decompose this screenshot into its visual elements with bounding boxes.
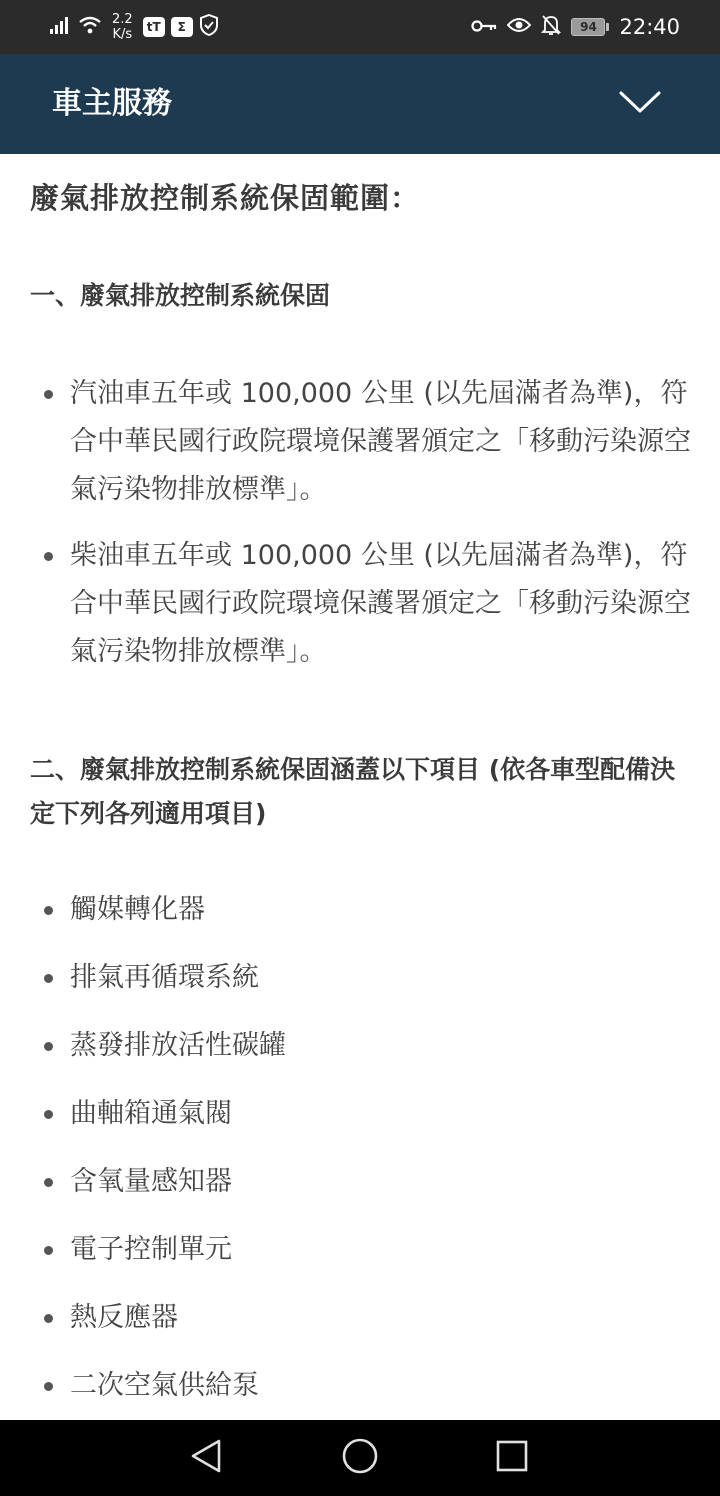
recents-button[interactable] (492, 1438, 532, 1478)
bell-off-icon (541, 14, 561, 40)
app-notification-icon: tT (143, 17, 165, 37)
wifi-icon (78, 16, 102, 38)
covered-items-list (44, 886, 694, 1420)
status-right (471, 0, 680, 54)
home-icon (341, 1437, 379, 1479)
system-nav-bar (0, 1420, 720, 1496)
list-item: 汽油車五年或 100,000 公里 (以先屆滿者為準)，符合中華民國行政院環境保護署頒定之「移動污染源空氣污染物排放標準」。 (44, 370, 694, 514)
list-item: 蒸發排放活性碳罐 (44, 1022, 694, 1090)
recents-icon (495, 1439, 529, 1477)
eye-icon (507, 17, 531, 37)
battery-level: 94 (571, 18, 605, 36)
signal-icon (50, 16, 72, 38)
section-heading-2: 二、廢氣排放控制系統保固涵蓋以下項目 (依各車型配備決定下列各列適用項目) (30, 755, 676, 828)
content-area[interactable] (0, 154, 720, 1420)
header-title: 車主服務 (52, 86, 172, 121)
sigma-app-icon: Σ (171, 17, 193, 37)
key-icon (471, 18, 497, 37)
list-item: 排氣再循環系統 (44, 954, 694, 1022)
list-item: 含氧量感知器 (44, 1158, 694, 1226)
list-item: 觸媒轉化器 (44, 886, 694, 954)
warranty-period-list (44, 370, 694, 694)
app-header (0, 54, 720, 154)
list-item: 熱反應器 (44, 1294, 694, 1362)
network-speed (112, 12, 133, 42)
back-icon (189, 1438, 223, 1478)
back-button[interactable] (186, 1438, 226, 1478)
network-speed-value: 2.2 (112, 12, 133, 27)
list-item: 柴油車五年或 100,000 公里 (以先屆滿者為準)，符合中華民國行政院環境保護署頒定之「移動污染源空氣污染物排放標準」。 (44, 532, 694, 676)
battery-tip (606, 23, 609, 31)
network-speed-unit: K/s (112, 27, 133, 42)
list-item: 二次空氣供給泵 (44, 1362, 694, 1420)
clock: 22:40 (619, 15, 680, 39)
status-left (50, 0, 219, 54)
menu-toggle-button[interactable] (612, 82, 668, 126)
chevron-down-icon (618, 89, 662, 119)
list-item: 電子控制單元 (44, 1226, 694, 1294)
list-item: 曲軸箱通氣閥 (44, 1090, 694, 1158)
shield-icon (199, 14, 219, 40)
page-heading: 廢氣排放控制系統保固範圍： (30, 181, 421, 215)
home-button[interactable] (340, 1438, 380, 1478)
battery-indicator (571, 18, 609, 36)
section-heading-1: 一、廢氣排放控制系統保固 (30, 281, 331, 310)
status-bar (0, 0, 720, 54)
